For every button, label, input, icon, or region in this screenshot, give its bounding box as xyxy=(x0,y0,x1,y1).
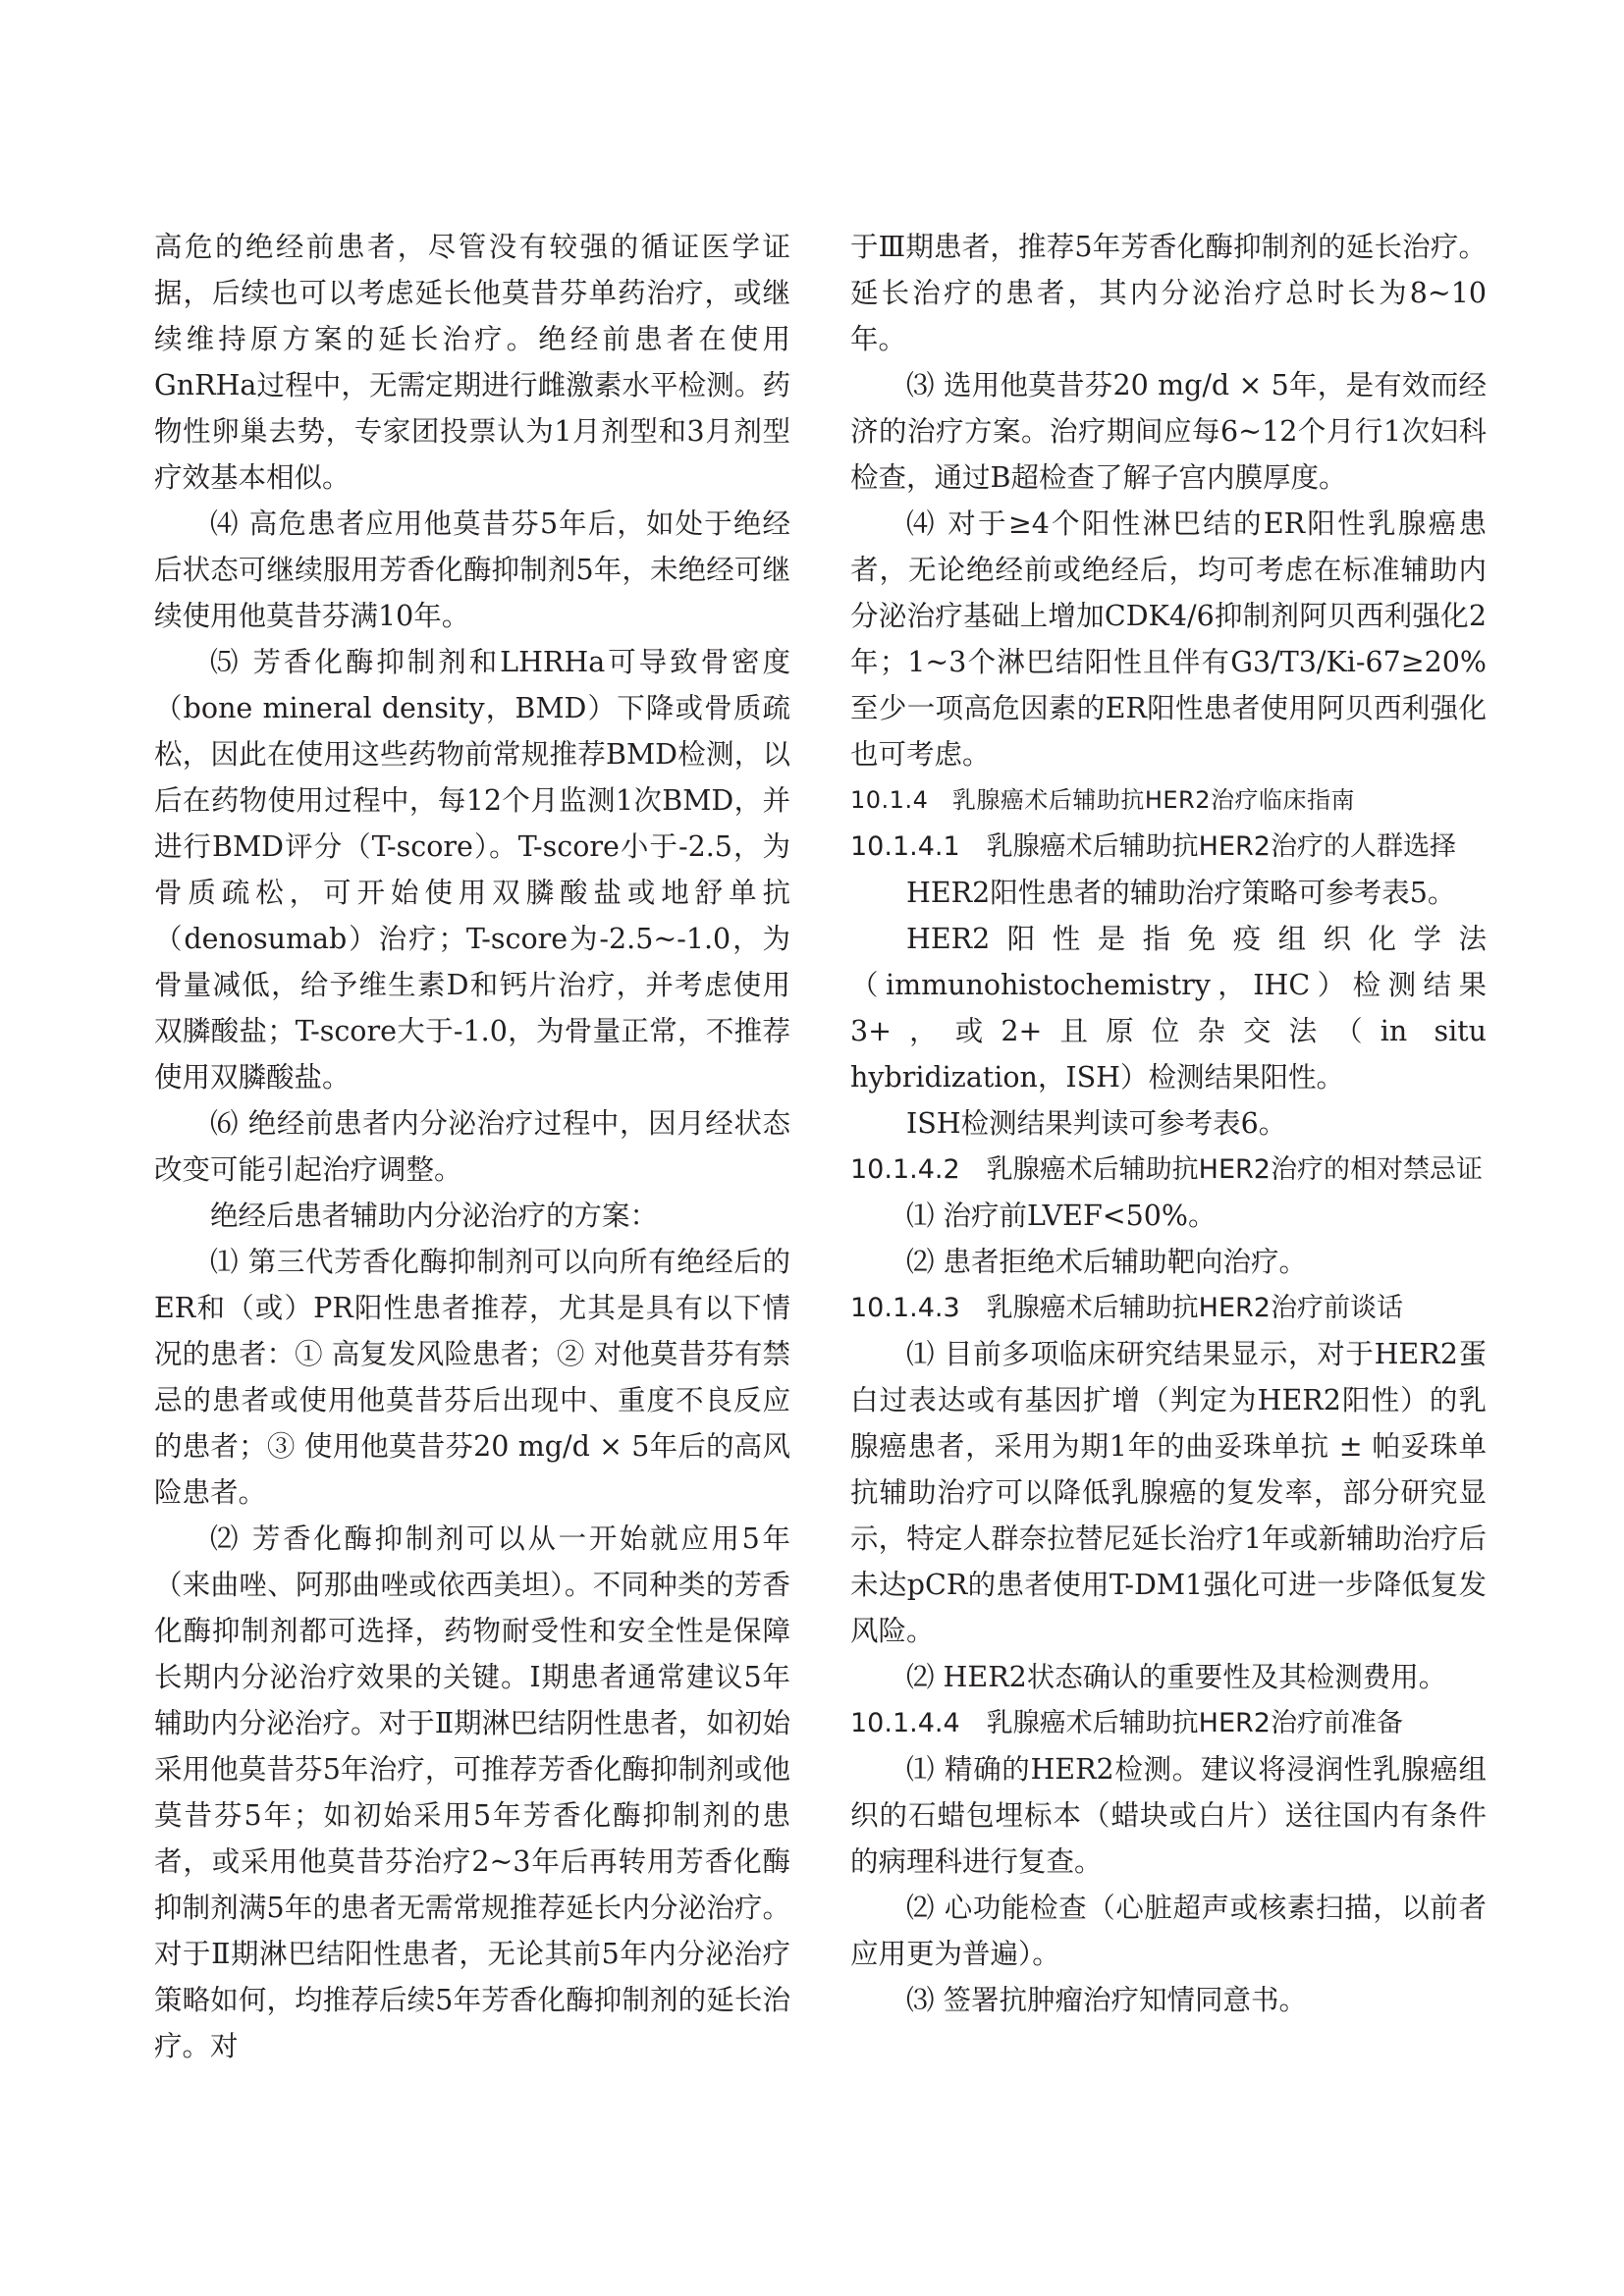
body-paragraph: ⑶ 选用他莫昔芬20 mg/d × 5年，是有效而经济的治疗方案。治疗期间应每6~12个月行1次妇科检查，通过B超检查了解子宫内膜厚度。 xyxy=(850,369,1487,494)
right-column xyxy=(850,224,1487,2023)
subsection-heading: 10.1.4.1 乳腺癌术后辅助抗HER2治疗的人群选择 xyxy=(850,831,1456,862)
body-paragraph: ⑴ 治疗前LVEF<50%。 xyxy=(906,1200,1217,1232)
left-column xyxy=(154,224,790,2069)
body-paragraph: 绝经后患者辅助内分泌治疗的方案： xyxy=(210,1200,659,1232)
body-paragraph: ⑴ 第三代芳香化酶抑制剂可以向所有绝经后的ER和（或）PR阳性患者推荐，尤其是具有以下情况的患者：① 高复发风险患者；② 对他莫昔芬有禁忌的患者或使用他莫昔芬后出现中、重度不良反应的患者；③ 使用他莫昔芬20 mg/d × 5年后的高风险患者。 xyxy=(154,1246,790,1509)
body-paragraph: 于Ⅲ期患者，推荐5年芳香化酶抑制剂的延长治疗。延长治疗的患者，其内分泌治疗总时长为8~10年。 xyxy=(850,231,1487,355)
body-paragraph: ⑷ 对于≥4个阳性淋巴结的ER阳性乳腺癌患者，无论绝经前或绝经后，均可考虑在标准辅助内分泌治疗基础上增加CDK4/6抑制剂阿贝西利强化2年；1~3个淋巴结阳性且伴有G3/T3/Ki-67≥20%至少一项高危因素的ER阳性患者使用阿贝西利强化也可考虑。 xyxy=(850,507,1487,771)
body-paragraph: ⑴ 精确的HER2检测。建议将浸润性乳腺癌组织的石蜡包埋标本（蜡块或白片）送往国内有条件的病理科进行复查。 xyxy=(850,1753,1487,1878)
body-paragraph: HER2阳性患者的辅助治疗策略可参考表5。 xyxy=(906,877,1456,909)
body-paragraph: ⑹ 绝经前患者内分泌治疗过程中，因月经状态改变可能引起治疗调整。 xyxy=(154,1107,790,1186)
body-paragraph: HER2阳性是指免疫组织化学法（immunohistochemistry，IHC）检测结果3+，或2+且原位杂交法（in situ hybridization，ISH）检测结果阳性。 xyxy=(850,923,1487,1094)
body-paragraph: ⑴ 目前多项临床研究结果显示，对于HER2蛋白过表达或有基因扩增（判定为HER2阳性）的乳腺癌患者，采用为期1年的曲妥珠单抗 ± 帕妥珠单抗辅助治疗可以降低乳腺癌的复发率，部分研究显示，特定人群奈拉替尼延长治疗1年或新辅助治疗后未达pCR的患者使用T-DM1强化可进一步降低复发风险。 xyxy=(850,1338,1487,1647)
body-paragraph: ⑶ 签署抗肿瘤治疗知情同意书。 xyxy=(906,1984,1308,2016)
subsection-heading: 10.1.4.4 乳腺癌术后辅助抗HER2治疗前准备 xyxy=(850,1708,1403,1738)
section-heading: 10.1.4 乳腺癌术后辅助抗HER2治疗临床指南 xyxy=(850,786,1355,814)
body-paragraph: ⑷ 高危患者应用他莫昔芬5年后，如处于绝经后状态可继续服用芳香化酶抑制剂5年，未绝经可继续使用他莫昔芬满10年。 xyxy=(154,507,790,632)
body-paragraph: ⑵ 心功能检查（心脏超声或核素扫描，以前者应用更为普遍）。 xyxy=(850,1892,1487,1970)
subsection-heading: 10.1.4.2 乳腺癌术后辅助抗HER2治疗的相对禁忌证 xyxy=(850,1154,1483,1185)
body-paragraph: ⑸ 芳香化酶抑制剂和LHRHa可导致骨密度（bone mineral density，BMD）下降或骨质疏松，因此在使用这些药物前常规推荐BMD检测，以后在药物使用过程中，每12个月监测1次BMD，并进行BMD评分（T-score）。T-score小于-2.5，为骨质疏松，可开始使用双膦酸盐或地舒单抗（denosumab）治疗；T-score为-2.5~-1.0，为骨量减低，给予维生素D和钙片治疗，并考虑使用双膦酸盐；T-score大于-1.0，为骨量正常，不推荐使用双膦酸盐。 xyxy=(154,646,790,1094)
body-paragraph: 高危的绝经前患者，尽管没有较强的循证医学证据，后续也可以考虑延长他莫昔芬单药治疗，或继续维持原方案的延长治疗。绝经前患者在使用GnRHa过程中，无需定期进行雌激素水平检测。药物性卵巢去势，专家团投票认为1月剂型和3月剂型疗效基本相似。 xyxy=(154,231,790,494)
body-paragraph: ⑵ HER2状态确认的重要性及其检测费用。 xyxy=(906,1661,1447,1693)
body-paragraph: ⑵ 患者拒绝术后辅助靶向治疗。 xyxy=(906,1246,1308,1278)
body-paragraph: ISH检测结果判读可参考表6。 xyxy=(906,1107,1287,1140)
subsection-heading: 10.1.4.3 乳腺癌术后辅助抗HER2治疗前谈话 xyxy=(850,1293,1403,1323)
body-paragraph: ⑵ 芳香化酶抑制剂可以从一开始就应用5年（来曲唑、阿那曲唑或依西美坦）。不同种类的芳香化酶抑制剂都可选择，药物耐受性和安全性是保障长期内分泌治疗效果的关键。Ⅰ期患者通常建议5年辅助内分泌治疗。对于Ⅱ期淋巴结阴性患者，如初始采用他莫昔芬5年治疗，可推荐芳香化酶抑制剂或他莫昔芬5年；如初始采用5年芳香化酶抑制剂的患者，或采用他莫昔芬治疗2~3年后再转用芳香化酶抑制剂满5年的患者无需常规推荐延长内分泌治疗。对于Ⅱ期淋巴结阳性患者，无论其前5年内分泌治疗策略如何，均推荐后续5年芳香化酶抑制剂的延长治疗。对 xyxy=(154,1522,790,2062)
